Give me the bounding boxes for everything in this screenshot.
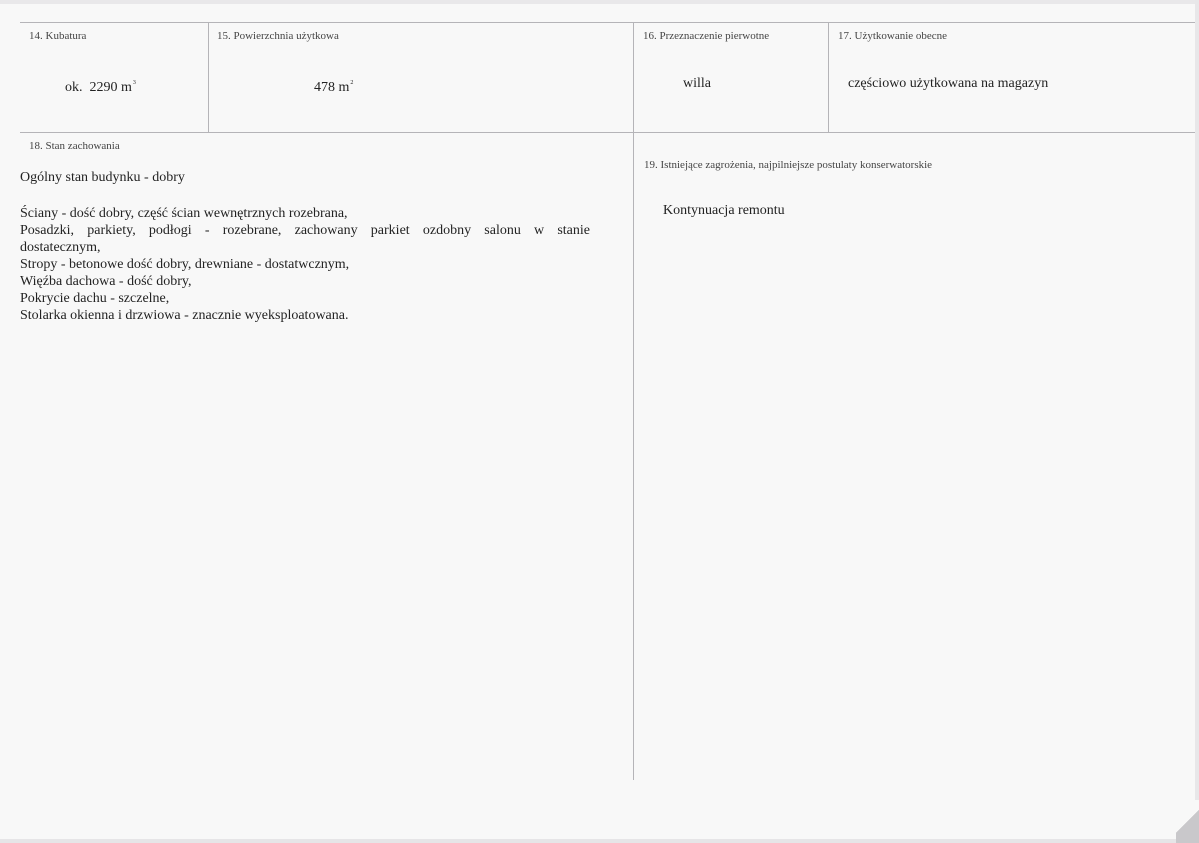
powierzchnia-value-text: 478 m — [314, 80, 350, 95]
column-divider-center — [633, 22, 634, 780]
stan-summary: Ogólny stan budynku - dobry — [20, 170, 185, 185]
top-border-line — [20, 22, 1195, 23]
uzytkowanie-label: 17. Użytkowanie obecne — [838, 30, 948, 42]
powierzchnia-label: 15. Powierzchnia użytkowa — [217, 30, 339, 42]
paper-edge-top — [0, 0, 1199, 4]
column-divider-uzytkowanie — [828, 22, 829, 132]
paper-edge-bottom — [0, 839, 1199, 843]
stan-detail-line: Stolarka okienna i drzwiowa - znacznie wyeksploatowana. — [20, 308, 349, 323]
kubatura-value — [65, 80, 136, 96]
stan-details — [20, 205, 590, 324]
column-divider-kubatura — [208, 22, 209, 132]
zagrozenia-label: 19. Istniejące zagrożenia, najpilniejsze postulaty konserwatorskie — [644, 159, 933, 171]
uzytkowanie-value: częściowo użytkowana na magazyn — [848, 76, 1049, 91]
powierzchnia-value-unit-exponent: 2 — [350, 80, 354, 86]
page-curl — [1176, 800, 1199, 843]
kubatura-value-unit-exponent: 3 — [132, 80, 136, 86]
stan-detail-line: dostatecznym, — [20, 240, 101, 255]
row-divider-line — [20, 132, 1195, 133]
przeznaczenie-value: willa — [683, 76, 711, 91]
kubatura-label: 14. Kubatura — [29, 30, 87, 42]
powierzchnia-value — [314, 80, 353, 96]
stan-detail-line: Stropy - betonowe dość dobry, drewniane - dostatwcznym, — [20, 257, 350, 272]
kubatura-value-text: ok. 2290 m — [65, 80, 132, 95]
stan-detail-line: Więźba dachowa - dość dobry, — [20, 274, 192, 289]
stan-zachowania-label: 18. Stan zachowania — [29, 140, 120, 152]
zagrozenia-value: Kontynuacja remontu — [663, 203, 785, 218]
stan-detail-line: Ściany - dość dobry, część ścian wewnętrznych rozebrana, — [20, 206, 348, 221]
przeznaczenie-label: 16. Przeznaczenie pierwotne — [643, 30, 770, 42]
stan-detail-line: Pokrycie dachu - szczelne, — [20, 291, 170, 306]
stan-detail-line: Posadzki, parkiety, podłogi - rozebrane, zachowany parkiet ozdobny salonu w stanie — [20, 223, 590, 238]
paper-edge-right — [1195, 0, 1199, 843]
